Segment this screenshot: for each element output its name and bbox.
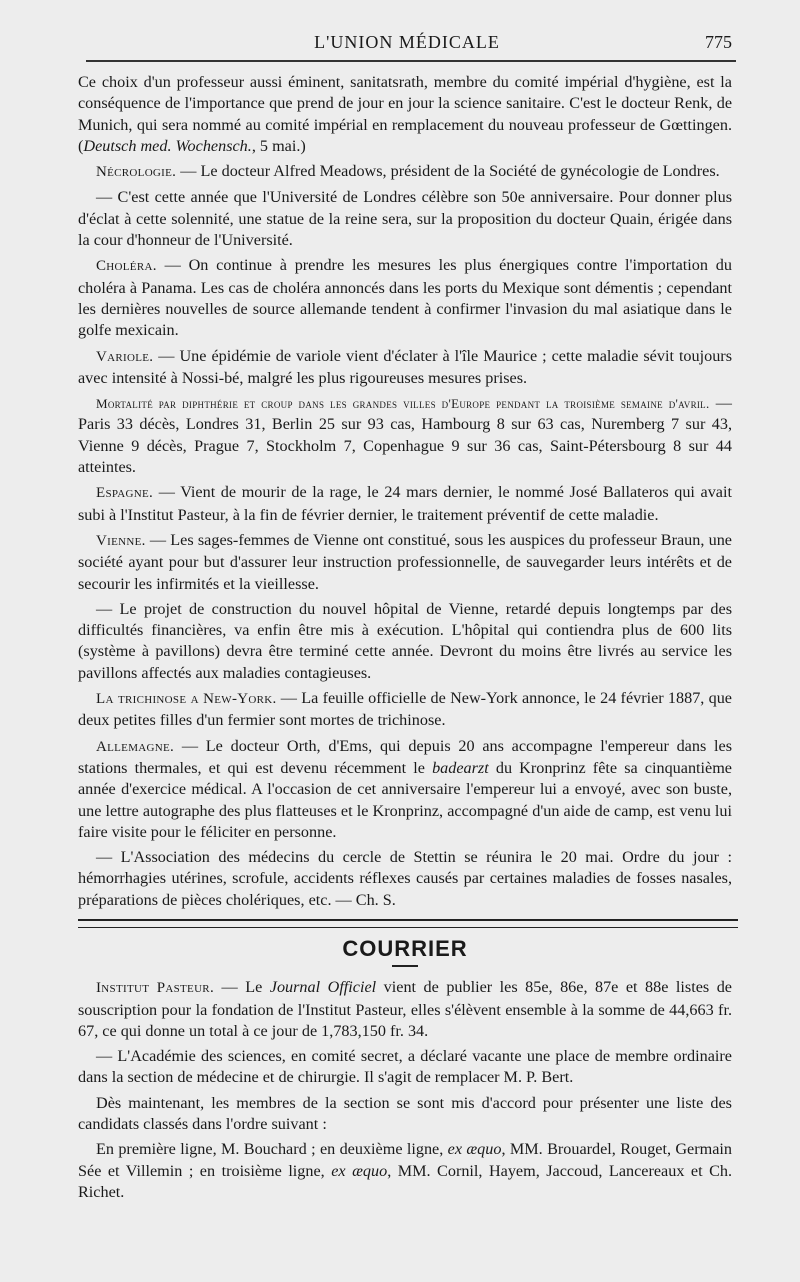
paragraph-allemagne: Allemagne. — Le docteur Orth, d'Ems, qui depuis 20 ans accompagne l'empereur dans les stations thermales, et qui est devenu récemment le badearzt du Kronprinz fête sa cinquantième année d'exercice médical. A l'occasion de cet anniversaire l'empereur lui a envoyé, avec son buste, une lettre autographe des plus flatteuses et le Kronprinz, accompagné d'un aide de camp, est venu lui faire visite pour le féliciter en personne. bbox=[78, 736, 732, 841]
paragraph-stettin: — L'Association des médecins du cercle de Stettin se réunira le 20 mai. Ordre du jour : hémorrhagies utérines, scrofule, accidents réflexes causés par certaines maladies de fosses nasales, préparations de pièces cholériques, etc. — Ch. S. bbox=[78, 848, 732, 909]
paragraph-renk: Ce choix d'un professeur aussi éminent, sanitatsrath, membre du comité impérial d'hygiène, est la conséquence de l'importance que prend de jour en jour la science sanitaire. C'est le docteur Renk, de Munich, qui sera nommé au comité impérial en remplacement du nouveau professeur de Gœttingen. (Deutsch med. Wochensch., 5 mai.) bbox=[78, 73, 732, 155]
section-label: Choléra. bbox=[96, 258, 157, 275]
paragraph-institut-pasteur: Institut Pasteur. — Le Journal Officiel vient de publier les 85e, 86e, 87e et 88e listes de souscription pour la fondation de l'Institut Pasteur, elles s'élèvent ensemble à la somme de 44,663 fr. 67, ce qui donne un total à ce jour de 1,783,150 fr. 34. bbox=[78, 978, 732, 1040]
section-label: Vienne. bbox=[96, 532, 146, 549]
section-label: La trichinose a New-York. bbox=[96, 691, 277, 708]
courrier-heading: COURRIER bbox=[342, 935, 468, 961]
paragraph-mortalite: Mortalité par diphthérie et croup dans les grandes villes d'Europe pendant la troisième semaine d'avril. — Paris 33 décès, Londres 31, Berlin 25 sur 93 cas, Hambourg 8 sur 63 cas, Nuremberg 7 sur 43, Vienne 9 décès, Prague 7, Stockholm 7, Copenhague 9 sur 36 cas, Saint-Pétersbourg 8 sur 44 atteintes. bbox=[78, 394, 732, 477]
paragraph-variole: Variole. — Une épidémie de variole vient d'éclater à l'île Maurice ; cette maladie sévit toujours avec intensité à Nossi-bé, malgré les plus rigoureuses mesures prises. bbox=[78, 346, 732, 387]
paragraph-hopital-vienne: — Le projet de construction du nouvel hôpital de Vienne, retardé depuis longtemps par des difficultés financières, va enfin être mis à exécution. L'hôpital qui contiendra plus de 600 lits (système à pavillons) devra être terminé cette année. Devront du moins être livrés au service les pavillons affectés aux maladies contagieuses. bbox=[78, 599, 732, 682]
paragraph-trichinose: La trichinose a New-York. — La feuille officielle de New-York annonce, le 24 février 1887, que deux petites filles d'un fermier sont mortes de trichinose. bbox=[78, 689, 732, 730]
article-body bbox=[78, 72, 732, 1207]
paragraph-academie: — L'Académie des sciences, en comité secret, a déclaré vacante une place de membre ordinaire dans la section de médecine et de chirurgie. Il s'agit de remplacer M. P. Bert. bbox=[78, 1047, 732, 1087]
paragraph-necrologie: Nécrologie. — Le docteur Alfred Meadows, président de la Société de gynécologie de Londres. bbox=[96, 162, 720, 181]
paragraph-vienne: Vienne. — Les sages-femmes de Vienne ont constitué, sous les auspices du professeur Braun, une société ayant pour but d'assurer leur instruction professionnelle, de sauvegarder leurs intérêts et de secourir les infirmités et la vieillesse. bbox=[78, 530, 732, 593]
section-label: Allemagne. bbox=[96, 738, 175, 755]
section-divider bbox=[78, 919, 738, 928]
section-label: Variole. bbox=[96, 348, 154, 365]
section-label: Espagne. bbox=[96, 485, 154, 502]
paragraph-espagne: Espagne. — Vient de mourir de la rage, le 24 mars dernier, le nommé José Ballateros qui avait subi à l'Institut Pasteur, à la fin de février dernier, le traitement préventif de cette maladie. bbox=[78, 483, 732, 524]
section-label: Institut Pasteur. bbox=[96, 980, 214, 997]
section-label: Mortalité par diphthérie et croup dans les grandes villes d'Europe pendant la troisième semaine d'avril. bbox=[96, 396, 710, 412]
journal-title: L'UNION MÉDICALE bbox=[314, 32, 500, 52]
heading-rule bbox=[392, 965, 418, 967]
paragraph-cholera: Choléra. — On continue à prendre les mesures les plus énergiques contre l'importation du choléra à Panama. Les cas de choléra annoncés dans les ports du Mexique sont démentis ; cependant les dernières nouvelles de source allemande tendent à confirmer l'invasion du mal asiatique dans le golfe mexicain. bbox=[78, 256, 732, 340]
paragraph-classement: En première ligne, M. Bouchard ; en deuxième ligne, ex æquo, MM. Brouardel, Rouget, Germain Sée et Villemin ; en troisième ligne, ex æquo, MM. Cornil, Hayem, Jaccoud, Lancereaux et Ch. Richet. bbox=[78, 1140, 733, 1201]
running-head bbox=[82, 30, 732, 54]
paragraph-londres: — C'est cette année que l'Université de Londres célèbre son 50e anniversaire. Pour donner plus d'éclat à cette solennité, une statue de la reine sera, sur la proposition du docteur Quain, érigée dans la cour d'honneur de l'Université. bbox=[78, 188, 732, 250]
page-number: 775 bbox=[705, 32, 732, 52]
paragraph-candidats: Dès maintenant, les membres de la section se sont mis d'accord pour présenter une liste des candidats classés dans l'ordre suivant : bbox=[78, 1093, 732, 1134]
section-label: Nécrologie. bbox=[96, 164, 177, 181]
header-rule bbox=[86, 60, 736, 62]
